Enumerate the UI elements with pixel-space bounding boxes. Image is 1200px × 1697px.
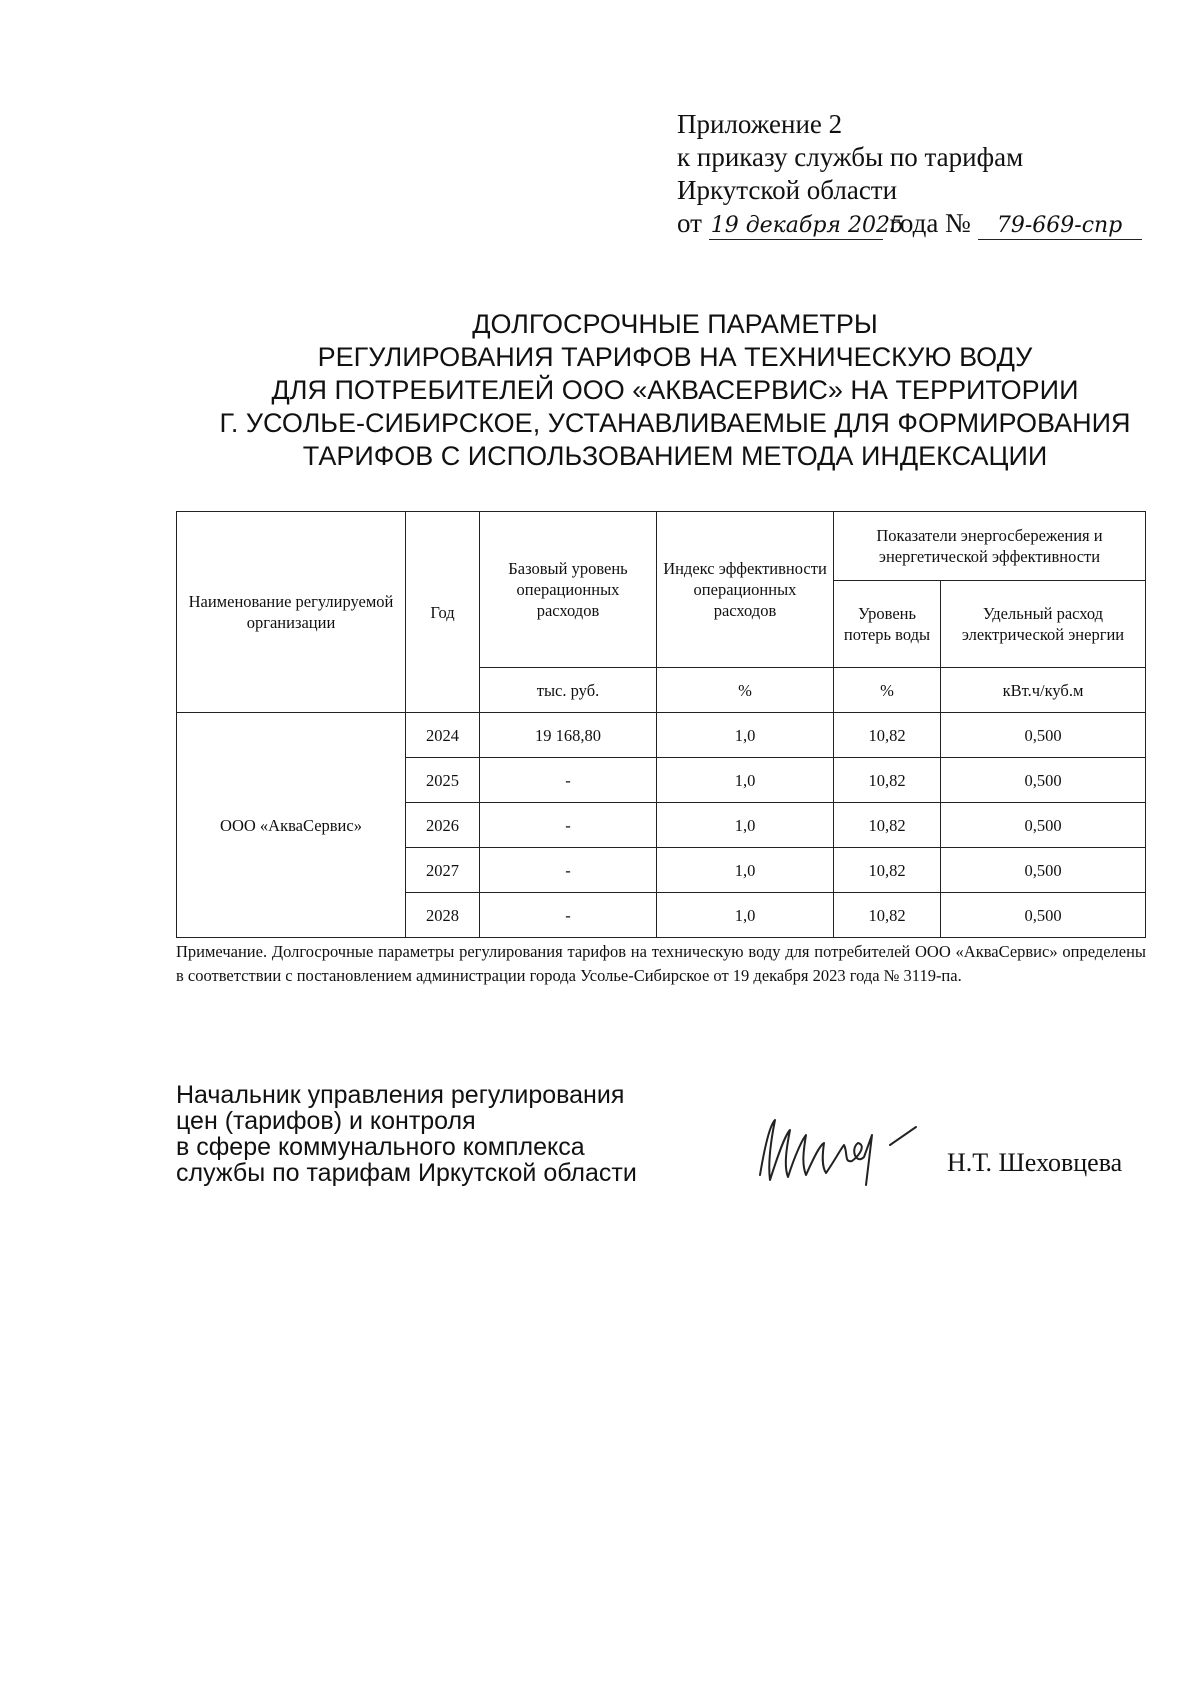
title-line: ДЛЯ ПОТРЕБИТЕЛЕЙ ООО «АКВАСЕРВИС» НА ТЕРРИТОРИИ	[271, 375, 1079, 405]
table-note: Примечание. Долгосрочные параметры регулирования тарифов на техническую воду для потребителей ООО «АкваСервис» определены в соответствии с постановлением администрации города Усолье-Сибирское от 19 декабря 2023 года № 3119-па.	[176, 942, 1146, 985]
cell-year: 2025	[406, 758, 480, 803]
header-year: Год	[406, 512, 480, 713]
signer-line: Начальник управления регулирования	[176, 1081, 625, 1109]
cell-year: 2027	[406, 848, 480, 893]
parameters-table	[176, 511, 1146, 938]
title-line: ДОЛГОСРОЧНЫЕ ПАРАМЕТРЫ	[472, 309, 878, 339]
appendix-block	[677, 108, 1142, 240]
header-water-loss: Уровень потерь воды	[834, 581, 941, 668]
appendix-line: к приказу службы по тарифам	[677, 142, 1024, 172]
handwritten-signature	[740, 1105, 950, 1195]
signer-line: службы по тарифам Иркутской области	[176, 1159, 637, 1187]
cell-elec: 0,500	[941, 713, 1146, 758]
signer-line: цен (тарифов) и контроля	[176, 1107, 476, 1135]
from-label: от	[677, 208, 702, 238]
cell-base: -	[480, 893, 657, 938]
cell-loss: 10,82	[834, 803, 941, 848]
cell-index: 1,0	[657, 893, 834, 938]
cell-loss: 10,82	[834, 848, 941, 893]
cell-elec: 0,500	[941, 893, 1146, 938]
unit-base-level: тыс. руб.	[480, 668, 657, 713]
year-number-label: года №	[889, 208, 971, 238]
title-line: Г. УСОЛЬЕ-СИБИРСКОЕ, УСТАНАВЛИВАЕМЫЕ ДЛЯ ФОРМИРОВАНИЯ	[219, 408, 1131, 438]
table-row	[177, 713, 1146, 758]
handwritten-order-number: 79-669-спр	[978, 213, 1142, 240]
cell-base: 19 168,80	[480, 713, 657, 758]
header-efficiency-index: Индекс эффективности операционных расходов	[657, 512, 834, 668]
cell-loss: 10,82	[834, 893, 941, 938]
cell-index: 1,0	[657, 758, 834, 803]
unit-electricity: кВт.ч/куб.м	[941, 668, 1146, 713]
cell-year: 2028	[406, 893, 480, 938]
organization-name: ООО «АкваСервис»	[177, 713, 406, 938]
title-line: ТАРИФОВ С ИСПОЛЬЗОВАНИЕМ МЕТОДА ИНДЕКСАЦИИ	[302, 441, 1048, 471]
cell-index: 1,0	[657, 713, 834, 758]
cell-year: 2024	[406, 713, 480, 758]
cell-index: 1,0	[657, 803, 834, 848]
appendix-date-line	[677, 207, 1142, 240]
cell-base: -	[480, 803, 657, 848]
cell-elec: 0,500	[941, 848, 1146, 893]
cell-year: 2026	[406, 803, 480, 848]
signer-line: в сфере коммунального комплекса	[176, 1133, 585, 1161]
cell-index: 1,0	[657, 848, 834, 893]
document-title	[120, 308, 1200, 473]
signee-name: Н.Т. Шеховцева	[947, 1148, 1123, 1177]
cell-loss: 10,82	[834, 713, 941, 758]
unit-efficiency-index: %	[657, 668, 834, 713]
appendix-line: Иркутской области	[677, 175, 898, 205]
cell-base: -	[480, 848, 657, 893]
unit-water-loss: %	[834, 668, 941, 713]
cell-loss: 10,82	[834, 758, 941, 803]
header-org: Наименование регулируемой организации	[177, 512, 406, 713]
header-base-level: Базовый уровень операционных расходов	[480, 512, 657, 668]
cell-elec: 0,500	[941, 758, 1146, 803]
appendix-title: Приложение 2	[677, 109, 843, 139]
cell-elec: 0,500	[941, 803, 1146, 848]
header-energy-group: Показатели энергосбережения и энергетической эффективности	[834, 512, 1146, 581]
handwritten-date: 19 декабря 2025	[710, 213, 904, 238]
signer-position	[176, 1082, 637, 1186]
cell-base: -	[480, 758, 657, 803]
header-electricity: Удельный расход электрической энергии	[941, 581, 1146, 668]
title-line: РЕГУЛИРОВАНИЯ ТАРИФОВ НА ТЕХНИЧЕСКУЮ ВОДУ	[317, 342, 1033, 372]
